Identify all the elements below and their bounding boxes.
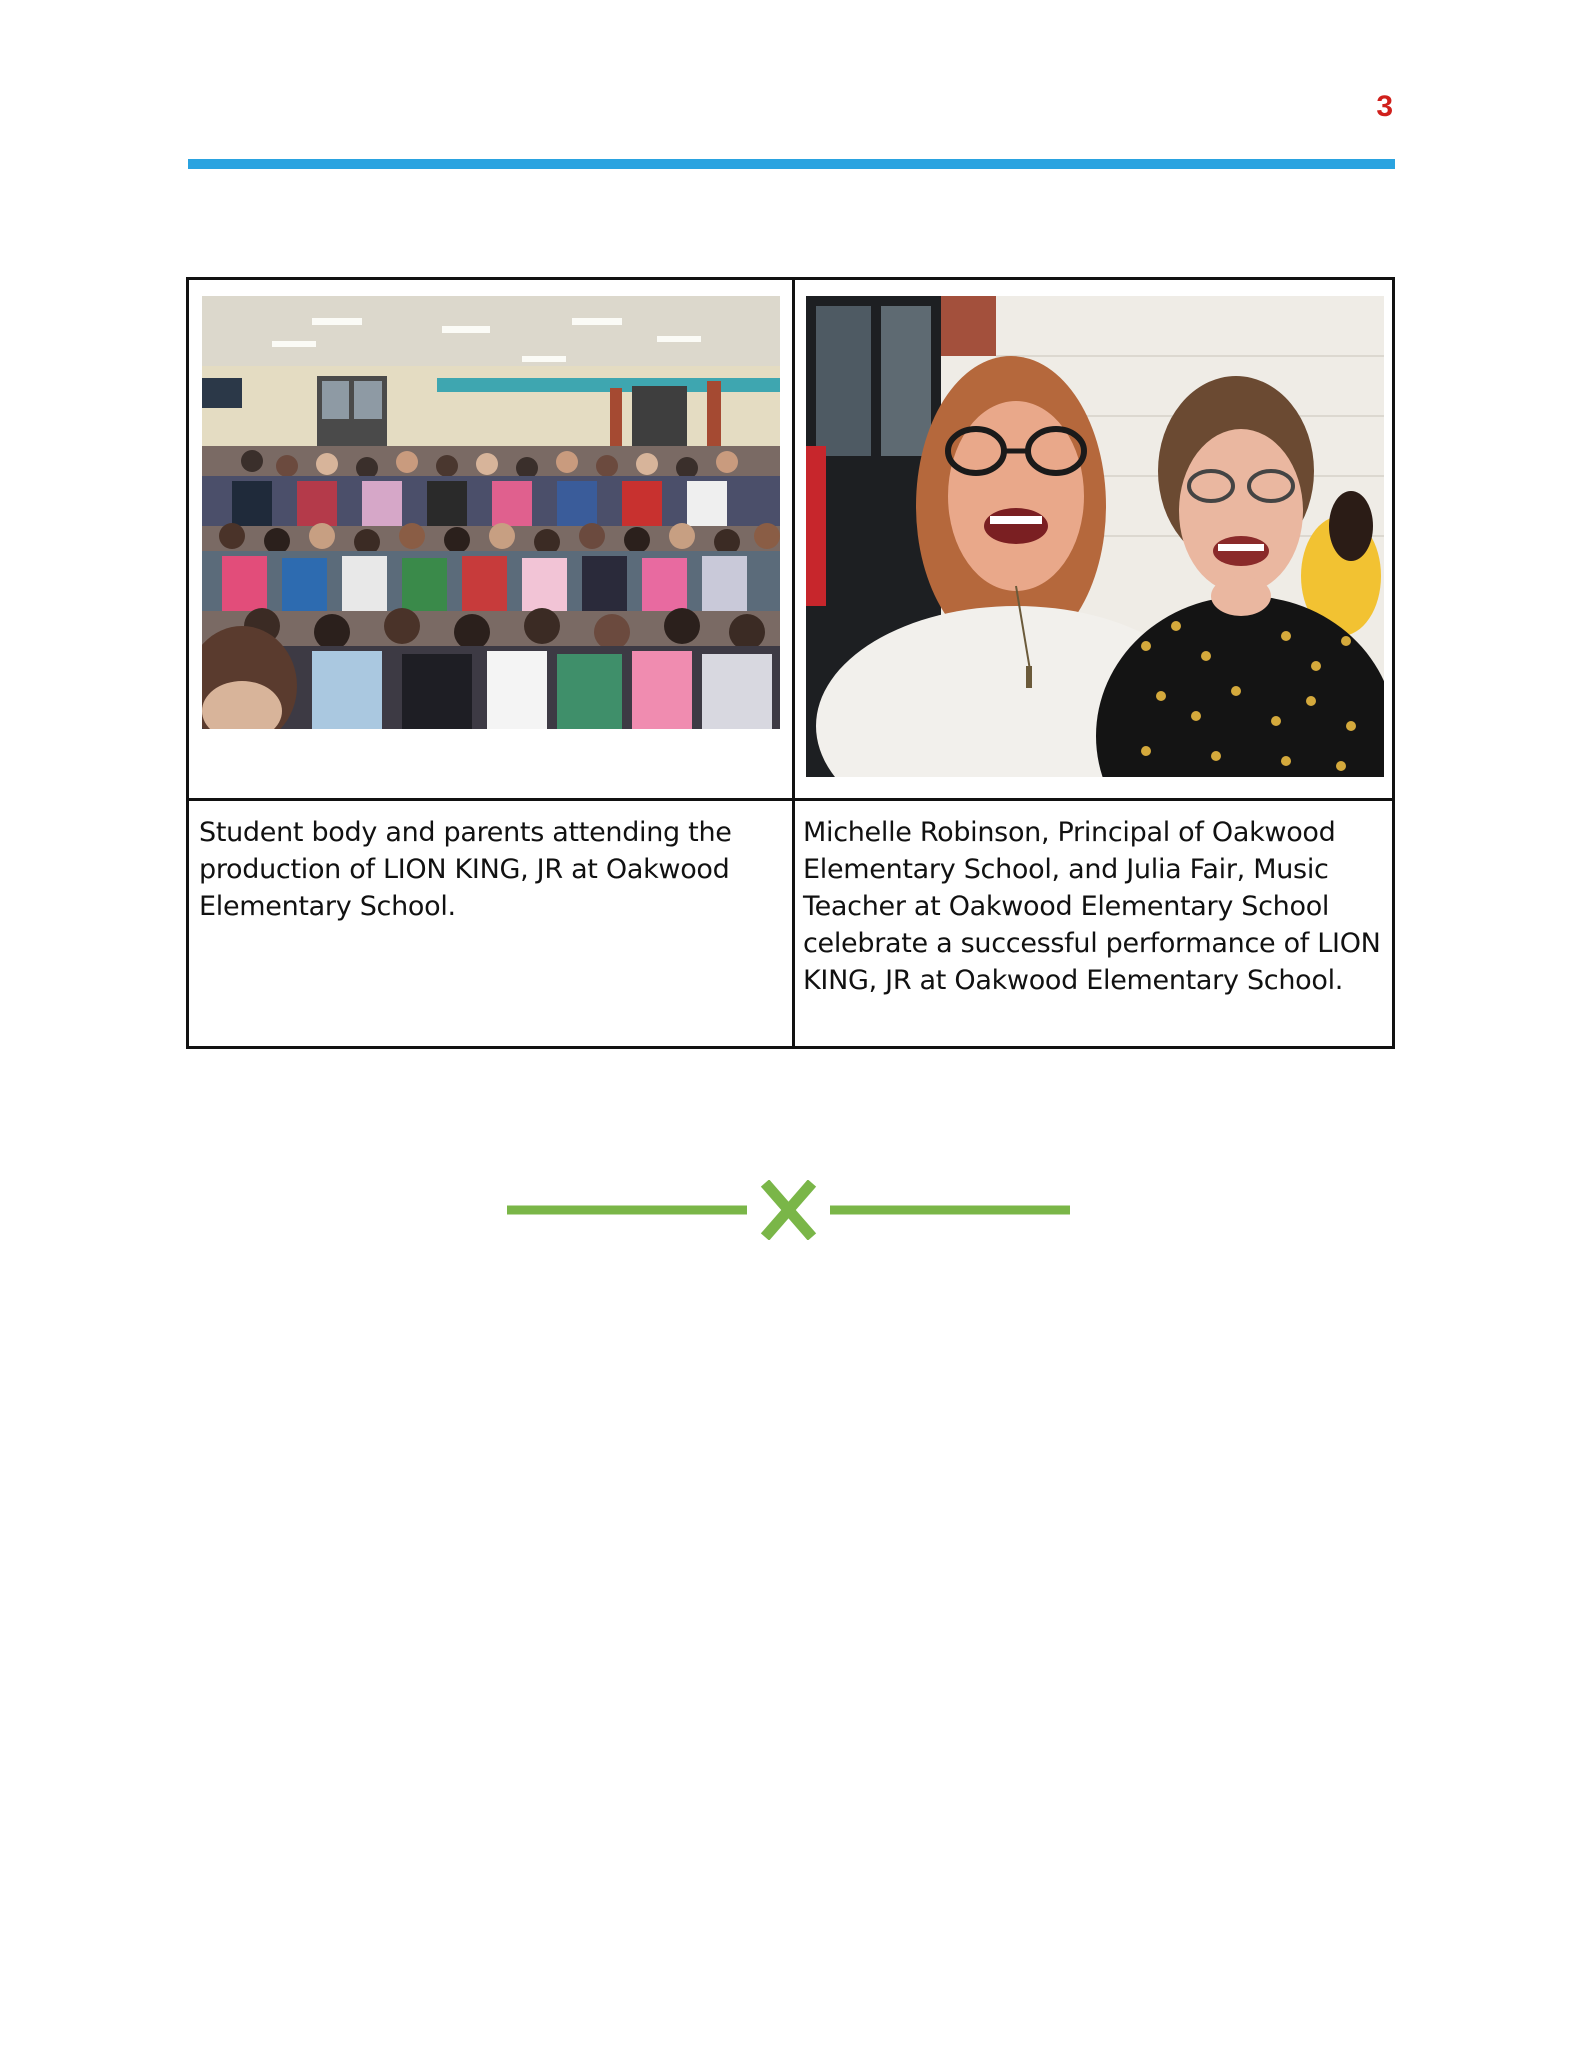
photo-caption-right: Michelle Robinson, Principal of Oakwood Elementary School, and Julia Fair, Music Teacher at Oakwood Elementary School celebrate a successful performance of LION KING, JR at Oakwood Elementary School.	[803, 817, 1381, 996]
table-column-divider	[792, 280, 795, 1046]
photo-caption-left: Student body and parents attending the production of LION KING, JR at Oakwood Elementary School.	[199, 817, 732, 922]
photo-table	[186, 277, 1395, 1049]
table-row-divider	[189, 798, 1392, 801]
header-rule	[188, 159, 1395, 169]
page-number: 3	[1376, 90, 1393, 123]
x-ornament-icon	[507, 1180, 1070, 1240]
audience-photo	[202, 296, 780, 729]
principal-and-teacher-photo	[806, 296, 1384, 777]
